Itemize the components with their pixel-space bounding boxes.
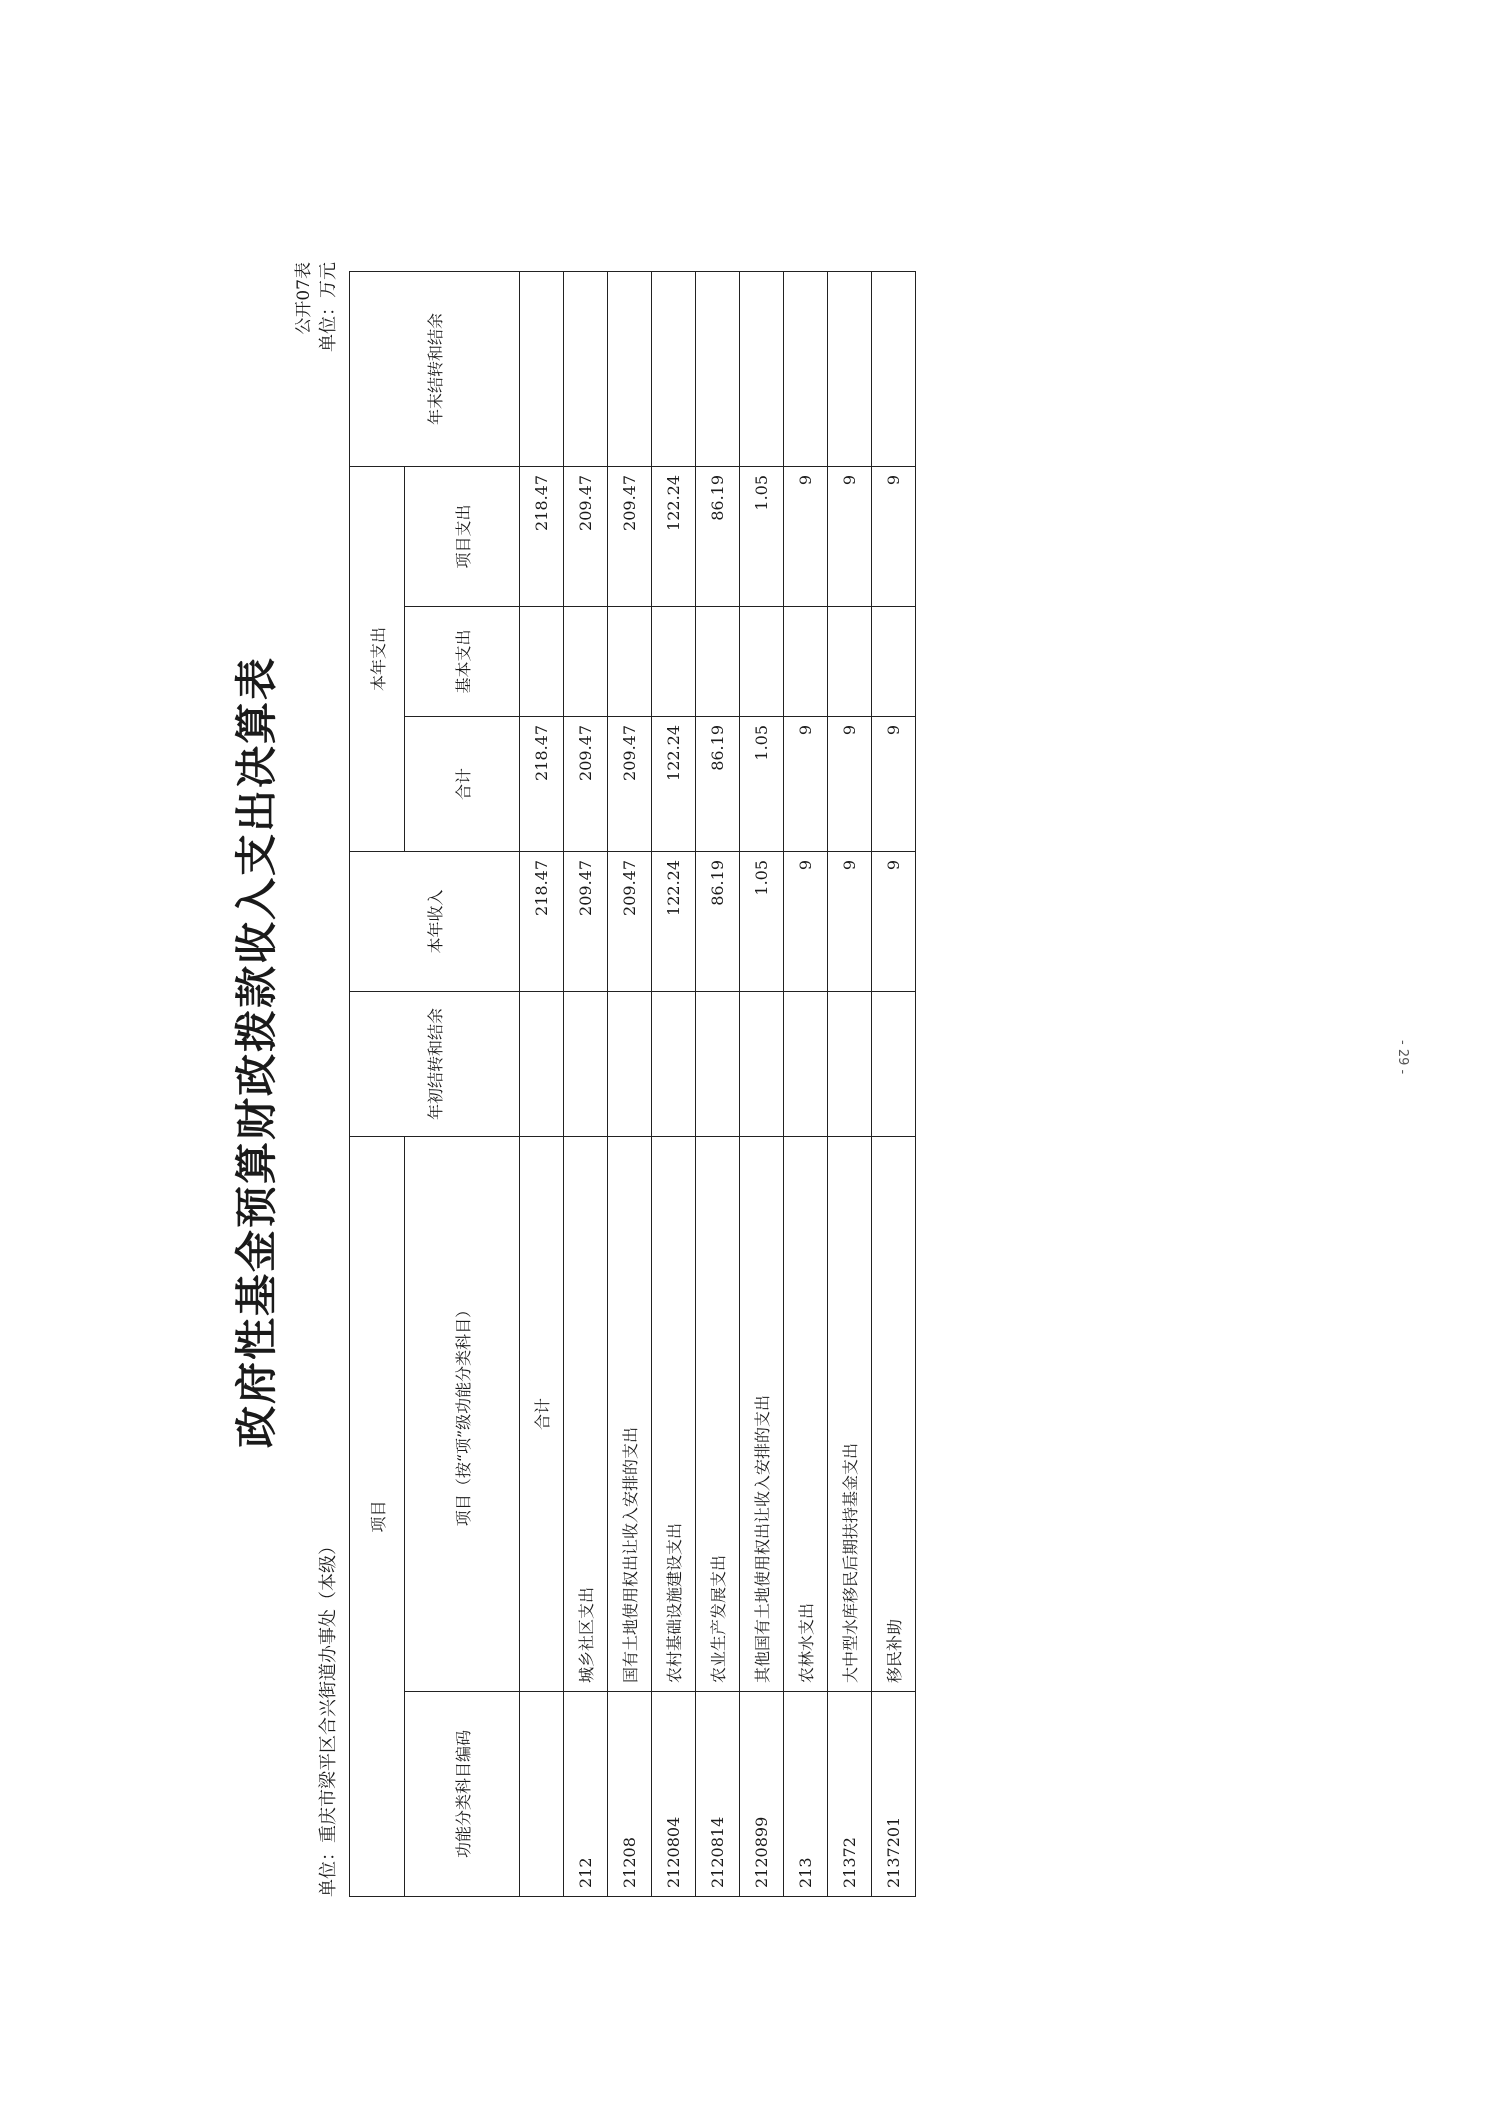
cell-end-balance: [828, 271, 872, 466]
cell-name: 城乡社区支出: [564, 1136, 608, 1691]
cell-name: 农业生产发展支出: [696, 1136, 740, 1691]
table-row: [872, 271, 916, 1896]
cell-income: 9: [784, 851, 828, 991]
cell-expense-total: 9: [784, 716, 828, 851]
cell-income: 218.47: [520, 851, 564, 991]
table-row: [740, 271, 784, 1896]
cell-basic-expense: [872, 606, 916, 716]
cell-income: 122.24: [652, 851, 696, 991]
cell-begin-balance: [608, 991, 652, 1136]
cell-name: 国有土地使用权出让收入安排的支出: [608, 1136, 652, 1691]
cell-basic-expense: [784, 606, 828, 716]
cell-begin-balance: [652, 991, 696, 1136]
form-number: 公开07表: [294, 262, 314, 335]
header-code: 功能分类科目编码: [405, 1692, 520, 1897]
cell-expense-total: 209.47: [608, 716, 652, 851]
page-number: - 29 -: [1395, 1040, 1410, 1075]
cell-name: 大中型水库移民后期扶持基金支出: [828, 1136, 872, 1691]
cell-income: 9: [828, 851, 872, 991]
cell-end-balance: [520, 271, 564, 466]
header-expense-total: 合计: [405, 716, 520, 851]
cell-project-expense: 9: [872, 466, 916, 606]
rotated-sheet: [194, 202, 1294, 1902]
cell-name: 合计: [520, 1136, 564, 1691]
document-title: 政府性基金预算财政拨款收入支出决算表: [232, 656, 281, 1449]
cell-project-expense: 209.47: [564, 466, 608, 606]
cell-end-balance: [784, 271, 828, 466]
header-expense-group: 本年支出: [350, 466, 405, 851]
cell-code: 2120804: [652, 1692, 696, 1897]
cell-begin-balance: [520, 991, 564, 1136]
header-project-expense: 项目支出: [405, 466, 520, 606]
unit-organization: 单位：重庆市梁平区合兴街道办事处（本级）: [318, 1537, 339, 1897]
cell-end-balance: [608, 271, 652, 466]
cell-basic-expense: [520, 606, 564, 716]
cell-name: 农林水支出: [784, 1136, 828, 1691]
header-income: 本年收入: [350, 851, 520, 991]
cell-end-balance: [652, 271, 696, 466]
cell-income: 209.47: [564, 851, 608, 991]
table-row: [696, 271, 740, 1896]
cell-begin-balance: [564, 991, 608, 1136]
cell-project-expense: 9: [828, 466, 872, 606]
cell-expense-total: 1.05: [740, 716, 784, 851]
cell-expense-total: 209.47: [564, 716, 608, 851]
cell-name: 移民补助: [872, 1136, 916, 1691]
cell-project-expense: 1.05: [740, 466, 784, 606]
cell-basic-expense: [608, 606, 652, 716]
cell-basic-expense: [564, 606, 608, 716]
cell-begin-balance: [828, 991, 872, 1136]
budget-table: [349, 271, 916, 1897]
cell-begin-balance: [872, 991, 916, 1136]
cell-basic-expense: [828, 606, 872, 716]
table-row: [520, 271, 564, 1896]
header-project-group: 项目: [350, 1136, 405, 1896]
cell-code: 212: [564, 1692, 608, 1897]
cell-name: 其他国有土地使用权出让收入安排的支出: [740, 1136, 784, 1691]
cell-basic-expense: [652, 606, 696, 716]
cell-code: 2120814: [696, 1692, 740, 1897]
cell-basic-expense: [740, 606, 784, 716]
cell-begin-balance: [740, 991, 784, 1136]
table-row: [652, 271, 696, 1896]
document-sheet: [194, 202, 1294, 1902]
cell-project-expense: 86.19: [696, 466, 740, 606]
cell-income: 1.05: [740, 851, 784, 991]
cell-project-expense: 209.47: [608, 466, 652, 606]
cell-expense-total: 86.19: [696, 716, 740, 851]
cell-expense-total: 9: [872, 716, 916, 851]
cell-project-expense: 122.24: [652, 466, 696, 606]
table-row: [608, 271, 652, 1896]
cell-basic-expense: [696, 606, 740, 716]
cell-end-balance: [564, 271, 608, 466]
cell-income: 209.47: [608, 851, 652, 991]
header-end-balance: 年末结转和结余: [350, 271, 520, 466]
cell-code: [520, 1692, 564, 1897]
cell-project-expense: 218.47: [520, 466, 564, 606]
cell-end-balance: [696, 271, 740, 466]
cell-end-balance: [740, 271, 784, 466]
table-row: [564, 271, 608, 1896]
cell-begin-balance: [784, 991, 828, 1136]
cell-end-balance: [872, 271, 916, 466]
cell-name: 农村基础设施建设支出: [652, 1136, 696, 1691]
cell-code: 213: [784, 1692, 828, 1897]
cell-project-expense: 9: [784, 466, 828, 606]
header-name: 项目（按“项”级功能分类科目）: [405, 1136, 520, 1691]
table-row: [828, 271, 872, 1896]
cell-code: 2137201: [872, 1692, 916, 1897]
cell-code: 2120899: [740, 1692, 784, 1897]
cell-code: 21208: [608, 1692, 652, 1897]
cell-expense-total: 9: [828, 716, 872, 851]
cell-begin-balance: [696, 991, 740, 1136]
unit-currency: 单位：万元: [318, 262, 339, 352]
cell-expense-total: 218.47: [520, 716, 564, 851]
header-begin-balance: 年初结转和结余: [350, 991, 520, 1136]
cell-income: 9: [872, 851, 916, 991]
cell-income: 86.19: [696, 851, 740, 991]
header-basic-expense: 基本支出: [405, 606, 520, 716]
cell-code: 21372: [828, 1692, 872, 1897]
table-row: [784, 271, 828, 1896]
cell-expense-total: 122.24: [652, 716, 696, 851]
